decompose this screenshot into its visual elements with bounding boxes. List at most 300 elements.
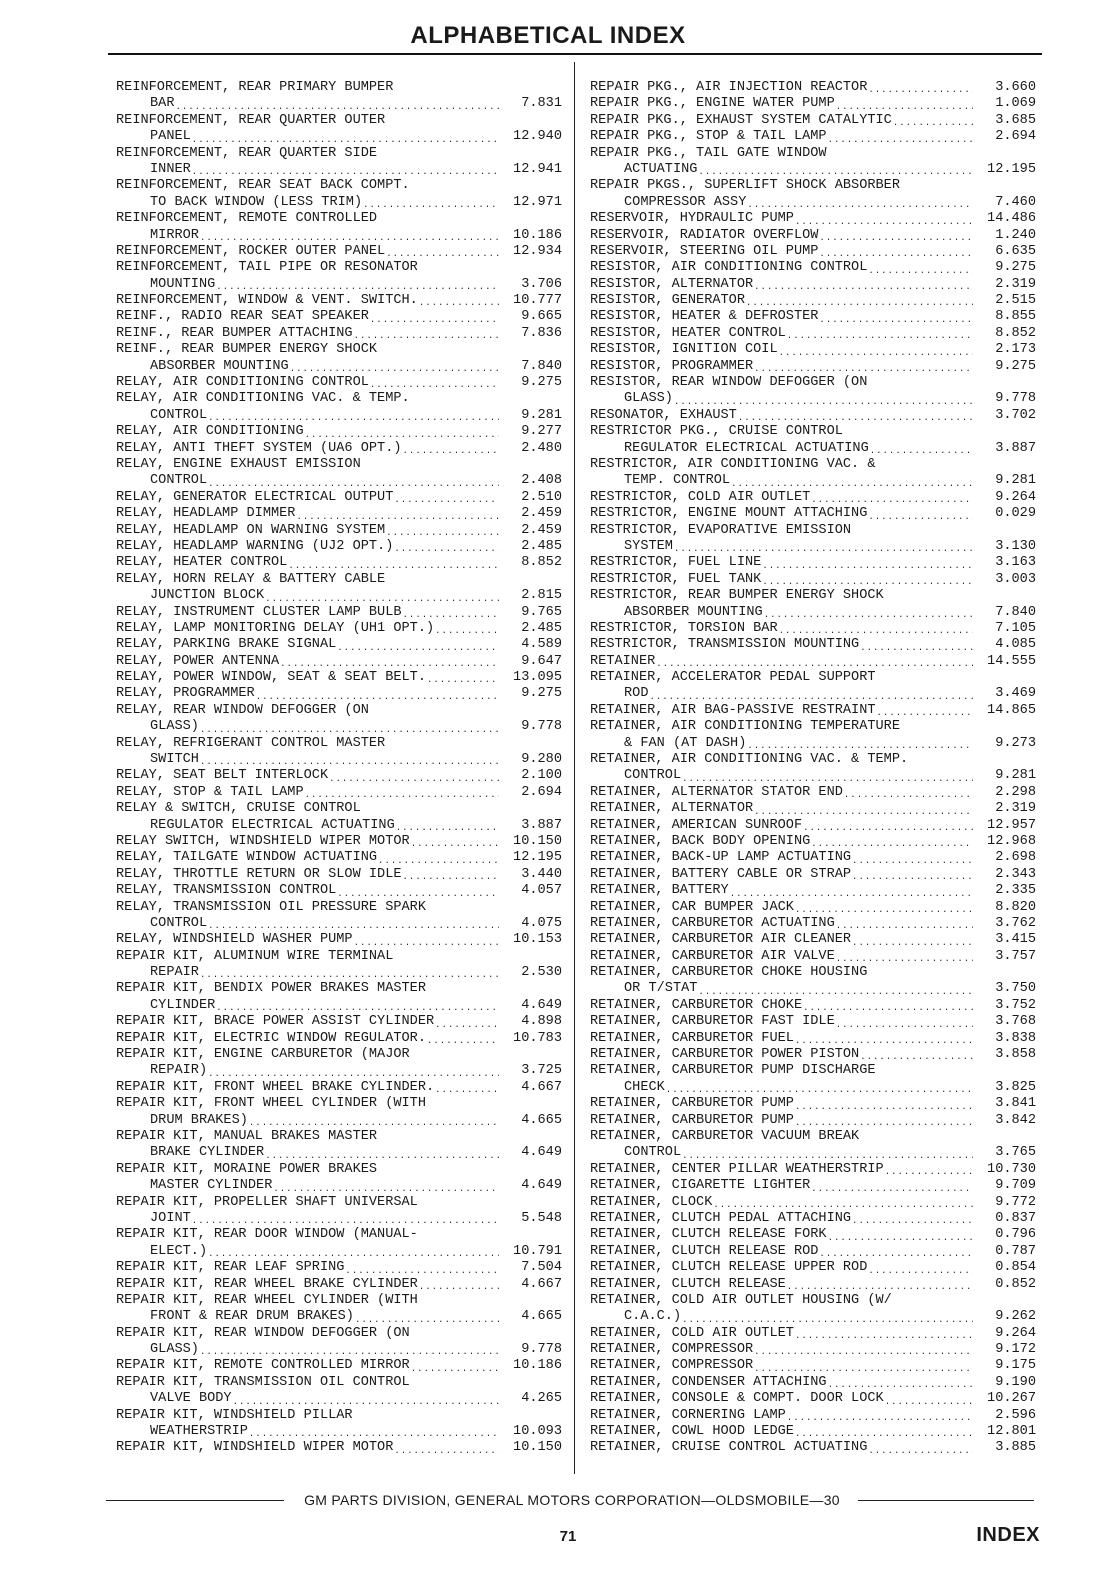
index-entry — [116, 326, 562, 342]
leader-dots — [265, 1145, 499, 1161]
index-entry — [590, 1260, 1036, 1276]
entry-text: RETAINER, CAR BUMPER JACK — [590, 899, 794, 915]
index-entry-line — [116, 949, 562, 965]
leader-dots — [764, 605, 973, 621]
page-reference: 3.858 — [995, 1047, 1036, 1063]
page-reference: 6.635 — [995, 243, 1036, 259]
index-entry — [590, 1129, 1036, 1162]
leader-dots — [208, 1063, 499, 1079]
page-reference: 12.940 — [513, 129, 562, 145]
entry-text: REINF., REAR BUMPER ENERGY SHOCK — [116, 342, 378, 358]
footer-rule-left — [106, 1500, 284, 1501]
index-entry — [590, 998, 1036, 1014]
index-entry-line — [590, 785, 1036, 801]
leader-dots — [877, 703, 973, 719]
index-entry — [116, 605, 562, 621]
entry-text: REPAIR KIT, REAR LEAF SPRING — [116, 1260, 345, 1276]
index-entry-line — [116, 228, 562, 244]
index-entry-line — [116, 555, 562, 571]
entry-text: RELAY, HEADLAMP WARNING (UJ2 OPT.) — [116, 538, 394, 554]
entry-text: RESISTOR, PROGRAMMER — [590, 358, 754, 374]
page-reference: 4.057 — [521, 883, 562, 899]
index-entry-line — [116, 195, 562, 211]
leader-dots — [249, 1113, 499, 1129]
index-entry-line — [590, 1162, 1036, 1178]
page-reference: 2.485 — [521, 538, 562, 554]
index-entry — [590, 523, 1036, 556]
entry-text: RELAY, SEAT BELT INTERLOCK — [116, 768, 329, 784]
leader-dots — [249, 1424, 499, 1440]
entry-text: RETAINER, COLD AIR OUTLET HOUSING (W/ — [590, 1292, 892, 1308]
index-entry-line — [590, 637, 1036, 653]
page-reference: 2.298 — [995, 784, 1036, 800]
page-reference: 2.100 — [521, 768, 562, 784]
index-entry — [590, 80, 1036, 96]
index-entry-line — [116, 1375, 562, 1391]
page-reference: 3.765 — [995, 1145, 1036, 1161]
leader-dots — [192, 1211, 499, 1227]
leader-dots — [200, 965, 499, 981]
entry-text: RETAINER, CARBURETOR VACUUM BREAK — [590, 1129, 860, 1144]
index-entry — [590, 96, 1036, 112]
index-entry-line — [116, 1391, 562, 1407]
page-reference: 2.319 — [995, 276, 1036, 292]
leader-dots — [265, 588, 499, 604]
index-entry — [116, 900, 562, 933]
index-entry-line — [590, 605, 1036, 621]
entry-text: MASTER CYLINDER — [150, 1178, 273, 1194]
leader-dots — [852, 867, 973, 883]
index-entry-line — [116, 1145, 562, 1161]
page-reference: 3.887 — [521, 817, 562, 833]
index-entry — [590, 1424, 1036, 1440]
page-reference: 1.069 — [995, 96, 1036, 112]
index-entry-line — [116, 588, 562, 604]
page-reference: 10.783 — [513, 1030, 562, 1046]
index-entry-line — [116, 1244, 562, 1260]
page-reference: 12.934 — [513, 243, 562, 259]
index-entry-line — [116, 506, 562, 522]
leader-dots — [273, 1178, 499, 1194]
index-entry-line — [590, 736, 1036, 752]
leader-dots — [192, 129, 499, 145]
page-reference: 7.460 — [995, 194, 1036, 210]
entry-text: C.A.C.) — [624, 1309, 682, 1325]
index-entry-line — [116, 1096, 562, 1112]
entry-text: RETAINER, ALTERNATOR — [590, 801, 754, 817]
index-entry-line — [116, 1195, 562, 1211]
page-reference: 12.971 — [513, 194, 562, 210]
entry-text: RESISTOR, REAR WINDOW DEFOGGER (ON — [590, 375, 868, 391]
entry-text: RETAINER, CLUTCH RELEASE — [590, 1276, 786, 1292]
index-entry-line — [590, 1391, 1036, 1407]
leader-dots — [363, 195, 499, 211]
index-entry — [590, 1408, 1036, 1424]
page-reference: 2.319 — [995, 801, 1036, 817]
index-entry — [116, 309, 562, 325]
index-entry-line — [590, 1031, 1036, 1047]
entry-text: TEMP. CONTROL — [624, 473, 731, 489]
index-entry — [590, 1326, 1036, 1342]
index-entry-line — [590, 473, 1036, 489]
entry-text: REINFORCEMENT, REAR QUARTER SIDE — [116, 145, 378, 161]
entry-text: RELAY, ANTI THEFT SYSTEM (UA6 OPT.) — [116, 440, 402, 456]
entry-text: CYLINDER — [150, 997, 216, 1013]
entry-text: RETAINER, CARBURETOR PUMP — [590, 1112, 794, 1128]
index-entry — [116, 654, 562, 670]
index-entry-line — [116, 1440, 562, 1456]
page-reference: 2.698 — [995, 850, 1036, 866]
index-entry-line — [116, 408, 562, 424]
index-entry — [590, 178, 1036, 211]
page-reference: 9.273 — [995, 735, 1036, 751]
index-entry — [116, 342, 562, 375]
leader-dots — [754, 801, 973, 817]
index-entry-line — [590, 1342, 1036, 1358]
entry-text: RETAINER, CLUTCH RELEASE FORK — [590, 1227, 827, 1243]
index-entry — [590, 1244, 1036, 1260]
index-entry — [590, 1277, 1036, 1293]
index-entry-line — [116, 605, 562, 621]
page-reference: 4.589 — [521, 637, 562, 653]
index-entry — [590, 506, 1036, 522]
index-entry — [590, 293, 1036, 309]
leader-dots — [370, 375, 499, 391]
entry-text: RESISTOR, HEATER & DEFROSTER — [590, 309, 819, 325]
page-reference: 2.459 — [521, 522, 562, 538]
index-entry-line — [590, 752, 1036, 768]
leader-dots — [175, 96, 499, 112]
leader-dots — [403, 867, 499, 883]
entry-text: COMPRESSOR ASSY — [624, 194, 747, 210]
index-entry-line — [116, 1227, 562, 1243]
entry-text: RESTRICTOR, EVAPORATIVE EMISSION — [590, 522, 852, 538]
leader-dots — [787, 1277, 973, 1293]
footer-text: GM PARTS DIVISION, GENERAL MOTORS CORPORATION—OLDSMOBILE—30 — [304, 1492, 840, 1508]
index-entry-line — [590, 375, 1036, 391]
index-entry-line — [590, 719, 1036, 735]
leader-dots — [787, 326, 973, 342]
page-reference: 10.186 — [513, 227, 562, 243]
entry-text: RESTRICTOR, FUEL LINE — [590, 555, 762, 571]
page-reference: 2.815 — [521, 588, 562, 604]
page-reference: 10.777 — [513, 293, 562, 309]
index-entry-line — [590, 1309, 1036, 1325]
entry-text: REINF., RADIO REAR SEAT SPEAKER — [116, 309, 369, 325]
leader-dots — [200, 228, 499, 244]
index-entry — [590, 277, 1036, 293]
leader-dots — [394, 490, 499, 506]
index-entry-line — [590, 195, 1036, 211]
page-reference: 4.667 — [521, 1079, 562, 1095]
page-reference: 9.709 — [995, 1178, 1036, 1194]
page-reference: 9.778 — [995, 391, 1036, 407]
leader-dots — [435, 1080, 499, 1096]
leader-dots — [411, 834, 499, 850]
index-entry — [590, 1293, 1036, 1326]
index-entry-line — [590, 178, 1036, 194]
index-entry-line — [590, 1424, 1036, 1440]
entry-text: RESTRICTOR, COLD AIR OUTLET — [590, 489, 811, 505]
index-entry — [590, 1014, 1036, 1030]
index-entry — [590, 1047, 1036, 1063]
leader-dots — [208, 1244, 499, 1260]
index-entry-line — [116, 883, 562, 899]
page-reference: 4.085 — [995, 637, 1036, 653]
index-entry — [116, 441, 562, 457]
index-entry-line — [116, 801, 562, 817]
entry-text: RETAINER, CARBURETOR CHOKE HOUSING — [590, 965, 868, 981]
index-entry — [116, 621, 562, 637]
page-reference: 3.750 — [995, 981, 1036, 997]
entry-text: RELAY, LAMP MONITORING DELAY (UH1 OPT.) — [116, 620, 435, 636]
index-entry — [116, 1440, 562, 1456]
page-reference: 2.335 — [995, 883, 1036, 899]
index-entry — [590, 801, 1036, 817]
index-entry-line — [116, 932, 562, 948]
page-reference: 3.706 — [521, 276, 562, 292]
entry-text: RETAINER, CARBURETOR FAST IDLE — [590, 1014, 835, 1030]
entry-text: CONTROL — [150, 915, 208, 931]
index-entry-line — [116, 1031, 562, 1047]
entry-text: REPAIR PKG., ENGINE WATER PUMP — [590, 96, 835, 112]
entry-text: & FAN (AT DASH) — [624, 735, 747, 751]
leader-dots — [208, 916, 499, 932]
index-entry — [116, 1260, 562, 1276]
entry-text: RESISTOR, GENERATOR — [590, 293, 745, 309]
index-entry — [590, 834, 1036, 850]
leader-dots — [216, 998, 499, 1014]
entry-text: CONTROL — [624, 768, 682, 784]
index-entry — [590, 1440, 1036, 1456]
index-entry-line — [116, 1277, 562, 1293]
page-reference: 8.852 — [521, 555, 562, 571]
index-entry-line — [590, 408, 1036, 424]
entry-text: ELECT.) — [150, 1243, 208, 1259]
index-entry — [116, 1358, 562, 1374]
leader-dots — [731, 473, 973, 489]
leader-dots — [868, 80, 973, 96]
entry-text: REPAIR KIT, MANUAL BRAKES MASTER — [116, 1129, 378, 1144]
entry-text: RELAY, HORN RELAY & BATTERY CABLE — [116, 571, 386, 587]
page-reference: 7.836 — [521, 325, 562, 341]
index-entry — [590, 850, 1036, 866]
entry-text: RELAY, AIR CONDITIONING VAC. & TEMP. — [116, 391, 410, 407]
entry-text: RELAY, HEADLAMP DIMMER — [116, 506, 296, 522]
entry-text: REPAIR PKG., STOP & TAIL LAMP — [590, 129, 827, 145]
page-reference: 14.555 — [987, 653, 1036, 669]
index-entry-line — [116, 981, 562, 997]
index-entry — [590, 621, 1036, 637]
entry-text: RETAINER, BACK-UP LAMP ACTUATING — [590, 850, 852, 866]
page-reference: 2.510 — [521, 489, 562, 505]
leader-dots — [435, 621, 499, 637]
index-entry — [590, 637, 1036, 653]
index-entry — [116, 1129, 562, 1162]
entry-text: RESTRICTOR, FUEL TANK — [590, 571, 762, 587]
entry-text: RETAINER, CLOCK — [590, 1194, 713, 1210]
leader-dots — [713, 1195, 973, 1211]
page-reference: 3.757 — [995, 948, 1036, 964]
index-entry-line — [590, 588, 1036, 604]
page-reference: 9.778 — [521, 1342, 562, 1358]
index-entry — [590, 211, 1036, 227]
entry-text: PANEL — [150, 129, 191, 145]
leader-dots — [329, 768, 499, 784]
index-entry — [590, 260, 1036, 276]
index-entry — [116, 736, 562, 769]
index-entry-line — [590, 457, 1036, 473]
entry-text: REGULATOR ELECTRICAL ACTUATING — [150, 817, 395, 833]
index-entry — [590, 785, 1036, 801]
entry-text: FRONT & REAR DRUM BRAKES) — [150, 1309, 354, 1325]
index-entry-line — [116, 293, 562, 309]
page-reference: 3.887 — [995, 440, 1036, 456]
leader-dots — [403, 441, 499, 457]
leader-dots — [337, 883, 499, 899]
page-reference: 9.175 — [995, 1358, 1036, 1374]
leader-dots — [337, 637, 499, 653]
index-entry-line — [116, 96, 562, 112]
entry-text: RETAINER, CARBURETOR AIR VALVE — [590, 948, 835, 964]
index-entry — [116, 883, 562, 899]
entry-text: RESISTOR, IGNITION COIL — [590, 342, 778, 358]
index-entry — [116, 506, 562, 522]
index-entry-line — [116, 178, 562, 194]
leader-dots — [698, 162, 973, 178]
entry-text: RESONATOR, EXHAUST — [590, 407, 737, 423]
page-reference: 3.003 — [995, 571, 1036, 587]
page-reference: 4.649 — [521, 1178, 562, 1194]
page-reference: 3.842 — [995, 1112, 1036, 1128]
entry-text: RELAY, TRANSMISSION CONTROL — [116, 883, 337, 899]
leader-dots — [355, 1309, 499, 1325]
entry-text: REPAIR PKGS., SUPERLIFT SHOCK ABSORBER — [590, 178, 900, 194]
index-entry-line — [116, 539, 562, 555]
entry-text: RETAINER, CARBURETOR AIR CLEANER — [590, 932, 852, 948]
index-entry-line — [590, 1129, 1036, 1145]
page-reference: 4.898 — [521, 1014, 562, 1030]
index-entry — [116, 80, 562, 113]
leader-dots — [779, 342, 973, 358]
entry-text: REPAIR KIT, BRACE POWER ASSIST CYLINDER — [116, 1014, 435, 1030]
leader-dots — [216, 277, 499, 293]
entry-text: RETAINER — [590, 653, 656, 669]
page-reference: 13.095 — [513, 670, 562, 686]
leader-dots — [795, 1113, 973, 1129]
index-entry-line — [116, 637, 562, 653]
leader-dots — [403, 605, 499, 621]
index-entry-line — [116, 654, 562, 670]
page-reference: 8.820 — [995, 899, 1036, 915]
entry-text: RETAINER, CARBURETOR ACTUATING — [590, 915, 835, 931]
index-entry-line — [116, 1014, 562, 1030]
index-entry-line — [590, 621, 1036, 637]
entry-text: TO BACK WINDOW (LESS TRIM) — [150, 194, 363, 210]
entry-text: REPAIR KIT, REAR WHEEL BRAKE CYLINDER — [116, 1276, 418, 1292]
index-entry — [116, 391, 562, 424]
index-entry — [116, 1227, 562, 1260]
index-entry — [590, 719, 1036, 752]
page-reference: 9.275 — [995, 358, 1036, 374]
page-reference: 9.772 — [995, 1194, 1036, 1210]
index-entry — [116, 146, 562, 179]
leader-dots — [396, 818, 499, 834]
index-entry-line — [590, 506, 1036, 522]
index-entry — [590, 1096, 1036, 1112]
leader-dots — [411, 1358, 499, 1374]
page-reference: 3.469 — [995, 686, 1036, 702]
page-reference: 3.841 — [995, 1096, 1036, 1112]
entry-text: RETAINER, BATTERY CABLE OR STRAP — [590, 866, 852, 882]
entry-text: REGULATOR ELECTRICAL ACTUATING — [624, 440, 869, 456]
entry-text: CHECK — [624, 1079, 665, 1095]
index-entry-line — [116, 785, 562, 801]
leader-dots — [394, 539, 499, 555]
index-entry-line — [590, 670, 1036, 686]
page-reference: 10.150 — [513, 1440, 562, 1456]
index-entry-line — [116, 965, 562, 981]
index-entry — [590, 228, 1036, 244]
index-entry — [590, 670, 1036, 703]
index-entry-line — [590, 391, 1036, 407]
index-entry-line — [116, 523, 562, 539]
leader-dots — [698, 981, 973, 997]
index-entry-line — [590, 424, 1036, 440]
page-reference: 3.725 — [521, 1063, 562, 1079]
entry-text: RELAY, STOP & TAIL LAMP — [116, 784, 304, 800]
index-entry-line — [590, 932, 1036, 948]
index-entry-line — [116, 621, 562, 637]
index-entry — [116, 555, 562, 571]
entry-text: RESISTOR, HEATER CONTROL — [590, 325, 786, 341]
index-entry-line — [116, 129, 562, 145]
entry-text: RESTRICTOR, TORSION BAR — [590, 620, 778, 636]
index-entry-line — [116, 998, 562, 1014]
entry-text: RELAY, REFRIGERANT CONTROL MASTER — [116, 735, 386, 751]
entry-text: RELAY, GENERATOR ELECTRICAL OUTPUT — [116, 489, 394, 505]
entry-text: RETAINER, AIR CONDITIONING VAC. & TEMP. — [590, 752, 909, 768]
leader-dots — [811, 1178, 973, 1194]
index-entry-line — [116, 1326, 562, 1342]
leader-dots — [747, 195, 973, 211]
index-entry-line — [590, 1326, 1036, 1342]
leader-dots — [656, 654, 973, 670]
index-entry-line — [116, 1080, 562, 1096]
index-entry — [590, 146, 1036, 179]
page-reference: 3.163 — [995, 555, 1036, 571]
index-entry — [590, 867, 1036, 883]
index-column-right — [590, 80, 1036, 1457]
index-entry — [590, 1113, 1036, 1129]
index-entry-line — [116, 752, 562, 768]
page-reference: 4.075 — [521, 915, 562, 931]
index-entry — [590, 424, 1036, 457]
page-reference: 9.765 — [521, 604, 562, 620]
index-entry-line — [590, 801, 1036, 817]
index-entry — [590, 309, 1036, 325]
index-entry-line — [590, 1408, 1036, 1424]
index-entry-line — [590, 998, 1036, 1014]
index-entry — [590, 408, 1036, 424]
page-reference: 3.838 — [995, 1030, 1036, 1046]
index-entry — [116, 1195, 562, 1228]
page-title: ALPHABETICAL INDEX — [410, 22, 686, 49]
index-entry-line — [590, 1014, 1036, 1030]
index-entry — [116, 637, 562, 653]
index-entry — [590, 1342, 1036, 1358]
entry-text: RELAY, REAR WINDOW DEFOGGER (ON — [116, 702, 369, 718]
